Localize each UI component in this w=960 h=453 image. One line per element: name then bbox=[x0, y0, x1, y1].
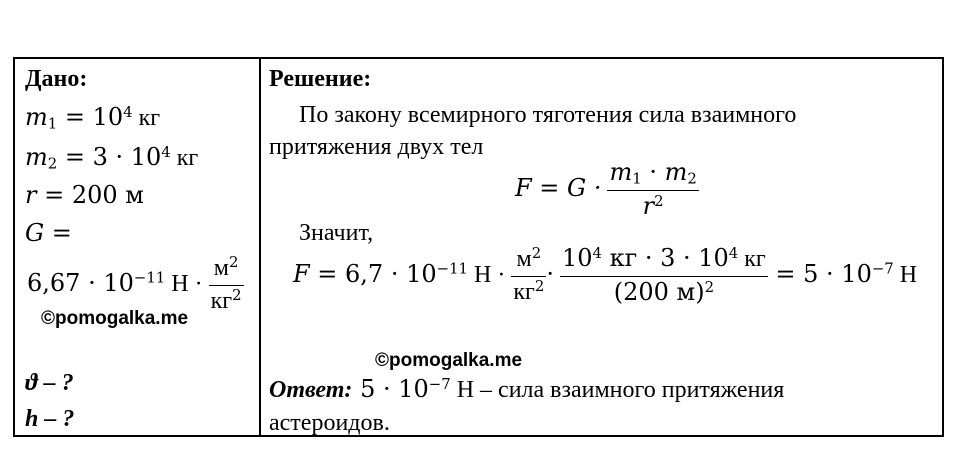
calc-exp: −11 bbox=[436, 259, 469, 278]
calc-unit: Н · bbox=[468, 261, 506, 288]
velocity-question: – ? bbox=[37, 370, 74, 396]
formula-m1: m bbox=[609, 158, 633, 186]
m2-subscript: 2 bbox=[47, 154, 58, 173]
solution-header: Решение: bbox=[269, 66, 372, 92]
velocity-symbol: ϑ bbox=[25, 370, 38, 396]
calc-f1-num: м bbox=[516, 246, 532, 272]
formula-dot: · bbox=[641, 158, 665, 186]
height-question: – ? bbox=[38, 406, 75, 432]
then-word: Значит, bbox=[299, 220, 374, 246]
formula-r: r bbox=[642, 192, 655, 221]
answer-rest: Н – сила взаимного притяжения bbox=[450, 377, 785, 403]
given-m2 bbox=[25, 142, 199, 173]
G-unit-fraction bbox=[209, 252, 244, 316]
calc-result-exp: −7 bbox=[871, 259, 894, 278]
answer-exp: −7 bbox=[428, 374, 451, 393]
r-value: = 200 м bbox=[36, 181, 144, 209]
G-frac-den-exp: 2 bbox=[232, 286, 242, 305]
given-G-value bbox=[27, 252, 244, 316]
formula-fraction bbox=[607, 159, 698, 222]
m2-exponent: 4 bbox=[161, 142, 171, 161]
calc-f1-den: кг bbox=[513, 279, 535, 306]
calc-f2-num-a: 10 bbox=[561, 244, 593, 272]
calc-f2-num-a-exp: 4 bbox=[592, 243, 602, 262]
calc-unit-fraction bbox=[511, 243, 546, 307]
calc-result-unit: Н bbox=[893, 261, 918, 288]
calc-f1-den-exp: 2 bbox=[534, 277, 545, 296]
m2-symbol: m bbox=[25, 143, 48, 171]
G-exponent: −11 bbox=[133, 268, 166, 287]
find-velocity bbox=[25, 371, 74, 395]
solution-line-1: По закону всемирного тяготения сила взаимного bbox=[299, 102, 797, 128]
given-G bbox=[25, 221, 72, 246]
given-m1 bbox=[25, 102, 161, 133]
calc-f2-num-b-exp: 4 bbox=[728, 243, 739, 262]
given-r bbox=[25, 183, 144, 208]
G-symbol: G bbox=[25, 219, 45, 247]
calc-eq: = 6,7 · 10 bbox=[309, 259, 437, 288]
gravity-formula bbox=[515, 159, 699, 222]
calc-f1-num-exp: 2 bbox=[531, 243, 542, 262]
solution-table bbox=[13, 57, 944, 437]
calc-value-fraction bbox=[560, 245, 768, 308]
given-header: Дано: bbox=[25, 66, 88, 92]
m1-unit: кг bbox=[132, 105, 161, 131]
m1-subscript: 1 bbox=[47, 114, 58, 133]
watermark-right: ©pomogalka.me bbox=[375, 350, 523, 371]
calc-result: = 5 · 10 bbox=[767, 259, 872, 288]
calc-f2-num-c: кг bbox=[738, 246, 766, 272]
calc-lhs: F bbox=[293, 259, 310, 288]
find-height bbox=[25, 407, 74, 431]
formula-m2: m bbox=[664, 158, 688, 186]
answer-value: 5 · 10 bbox=[352, 375, 429, 403]
G-frac-den: кг bbox=[210, 288, 233, 315]
watermark-left: ©pomogalka.me bbox=[41, 308, 189, 329]
m1-exponent: 4 bbox=[123, 102, 133, 121]
height-symbol: h bbox=[25, 406, 39, 432]
solution-line-2: притяжения двух тел bbox=[269, 134, 484, 160]
G-frac-num-exp: 2 bbox=[228, 252, 239, 271]
r-symbol: r bbox=[25, 181, 37, 209]
formula-m1-sub: 1 bbox=[632, 169, 642, 188]
m1-equals: = 10 bbox=[57, 103, 124, 131]
answer-label: Ответ: bbox=[269, 377, 353, 403]
G-mantissa: 6,67 · 10 bbox=[27, 268, 134, 297]
formula-lhs: F = G · bbox=[515, 173, 602, 202]
calc-dot: · bbox=[546, 259, 554, 288]
G-unit: Н · bbox=[165, 270, 203, 297]
m2-equals: = 3 · 10 bbox=[57, 143, 162, 171]
G-frac-num: м bbox=[213, 255, 229, 281]
m1-symbol: m bbox=[25, 103, 48, 131]
answer-line-1 bbox=[269, 374, 785, 403]
calc-f2-den-exp: 2 bbox=[704, 278, 715, 297]
formula-m2-sub: 2 bbox=[687, 169, 697, 188]
G-equals: = bbox=[44, 219, 72, 247]
calc-f2-num-b: кг · 3 · 10 bbox=[602, 244, 729, 272]
m2-unit: кг bbox=[170, 145, 199, 171]
answer-line-2: астероидов. bbox=[269, 410, 390, 436]
formula-r-exp: 2 bbox=[654, 192, 664, 211]
calc-f2-den: (200 м) bbox=[613, 278, 705, 307]
calculation bbox=[293, 245, 917, 308]
column-divider bbox=[259, 59, 261, 435]
